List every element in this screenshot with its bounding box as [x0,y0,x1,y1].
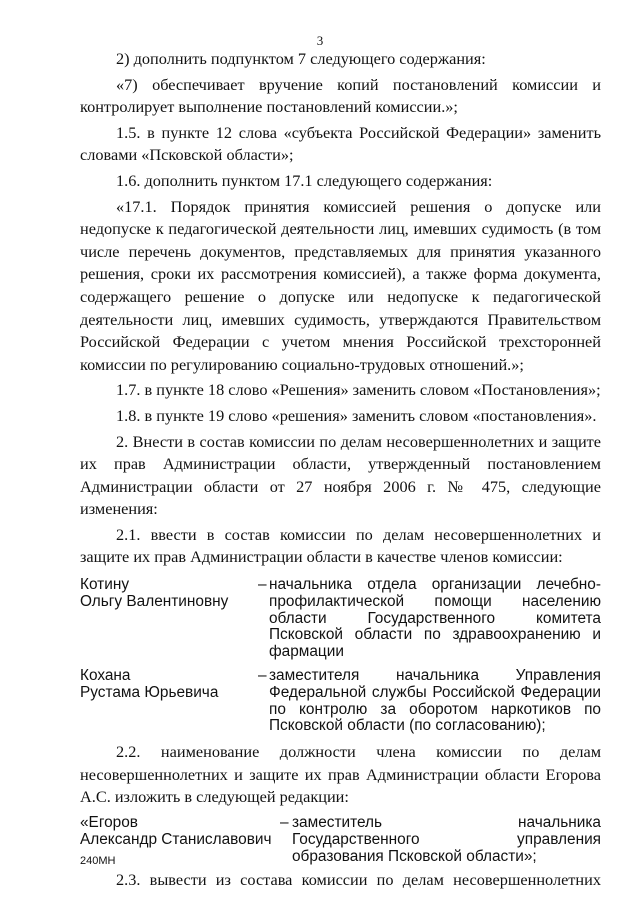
paragraph-subitem-7-intro: 2) дополнить подпунктом 7 следующего содержания: [116,49,486,68]
member-name [80,577,258,611]
member-surname: Кохана [80,667,131,685]
member-role: начальника отдела организации лечебно-профилактической помощи населению области Государственного комитета Псковской области по здравоохранению и фармации [269,576,601,661]
paragraph-2-1: 2.1. ввести в состав комиссии по делам несовершеннолетних и защите их прав Администрации области в качестве членов комиссии: [80,524,601,567]
paragraph-2: 2. Внести в состав комиссии по делам несовершеннолетних и защите их прав Администрации области, утвержденный постановлением Администрации области от 27 ноября 2006 г. № 475, следующие изменения: [80,431,601,519]
member-role: заместитель начальника Государственного управления образования Псковской области»; [292,814,601,865]
member-dash: – [258,576,267,594]
member-dash: – [258,667,267,685]
member-role: заместителя начальника Управления Федеральной службы Российской Федерации по контролю за оборотом наркотиков по Псковской области (по согласованию); [269,667,601,735]
paragraph-2-2: 2.2. наименование должности члена комиссии по делам несовершеннолетних и защите их прав Администрации области Егорова А.С. изложить в следующей редакции: [80,742,601,807]
paragraph-1-6: 1.6. дополнить пунктом 17.1 следующего содержания: [116,170,493,190]
member-surname: «Егоров [80,814,138,832]
paragraph-subitem-7-text: «7) обеспечивает вручение копий постановлений комиссии и контролирует выполнение постановлений комиссии.»; [80,74,601,117]
member-entry-kotina [80,577,601,661]
document-code: 240МН [80,855,116,867]
member-entry-egorov [80,815,601,865]
member-given-names: Рустама Юрьевича [80,683,219,701]
page-number: 3 [316,33,324,48]
member-given-names: Александр Станиславович [80,830,272,848]
paragraph-1-7: 1.7. в пункте 18 слово «Решения» заменить словом «Постановления»; [116,380,601,400]
paragraph-1-8: 1.8. в пункте 19 слово «решения» заменить словом «постановления». [116,405,597,425]
paragraph-17-1: «17.1. Порядок принятия комиссией решения о допуске или недопуске к педагогической деятельности лиц, имевших судимость (в том числе перечень документов, представляемых для принятия указанного решения, сроки их рассмотрения комиссией), а также форма документа, содержащего решение о допуске или недопуске к педагогической деятельности лиц, имевших судимость, утверждаются Правительством Российской Федерации с учетом мнения Российской трехсторонней комиссии по регулированию социально-трудовых отношений.»; [80,196,601,374]
member-surname: Котину [80,576,130,594]
paragraph-1-5: 1.5. в пункте 12 слова «субъекта Российской Федерации» заменить словами «Псковской области»; [80,122,601,165]
member-name [80,668,258,702]
member-given-names: Ольгу Валентиновну [80,592,229,610]
member-name [80,815,280,849]
paragraph-2-3: 2.3. вывести из состава комиссии по делам несовершеннолетних [116,870,601,890]
member-entry-kokhana [80,668,601,735]
document-body [80,48,601,892]
member-dash: – [280,814,289,832]
